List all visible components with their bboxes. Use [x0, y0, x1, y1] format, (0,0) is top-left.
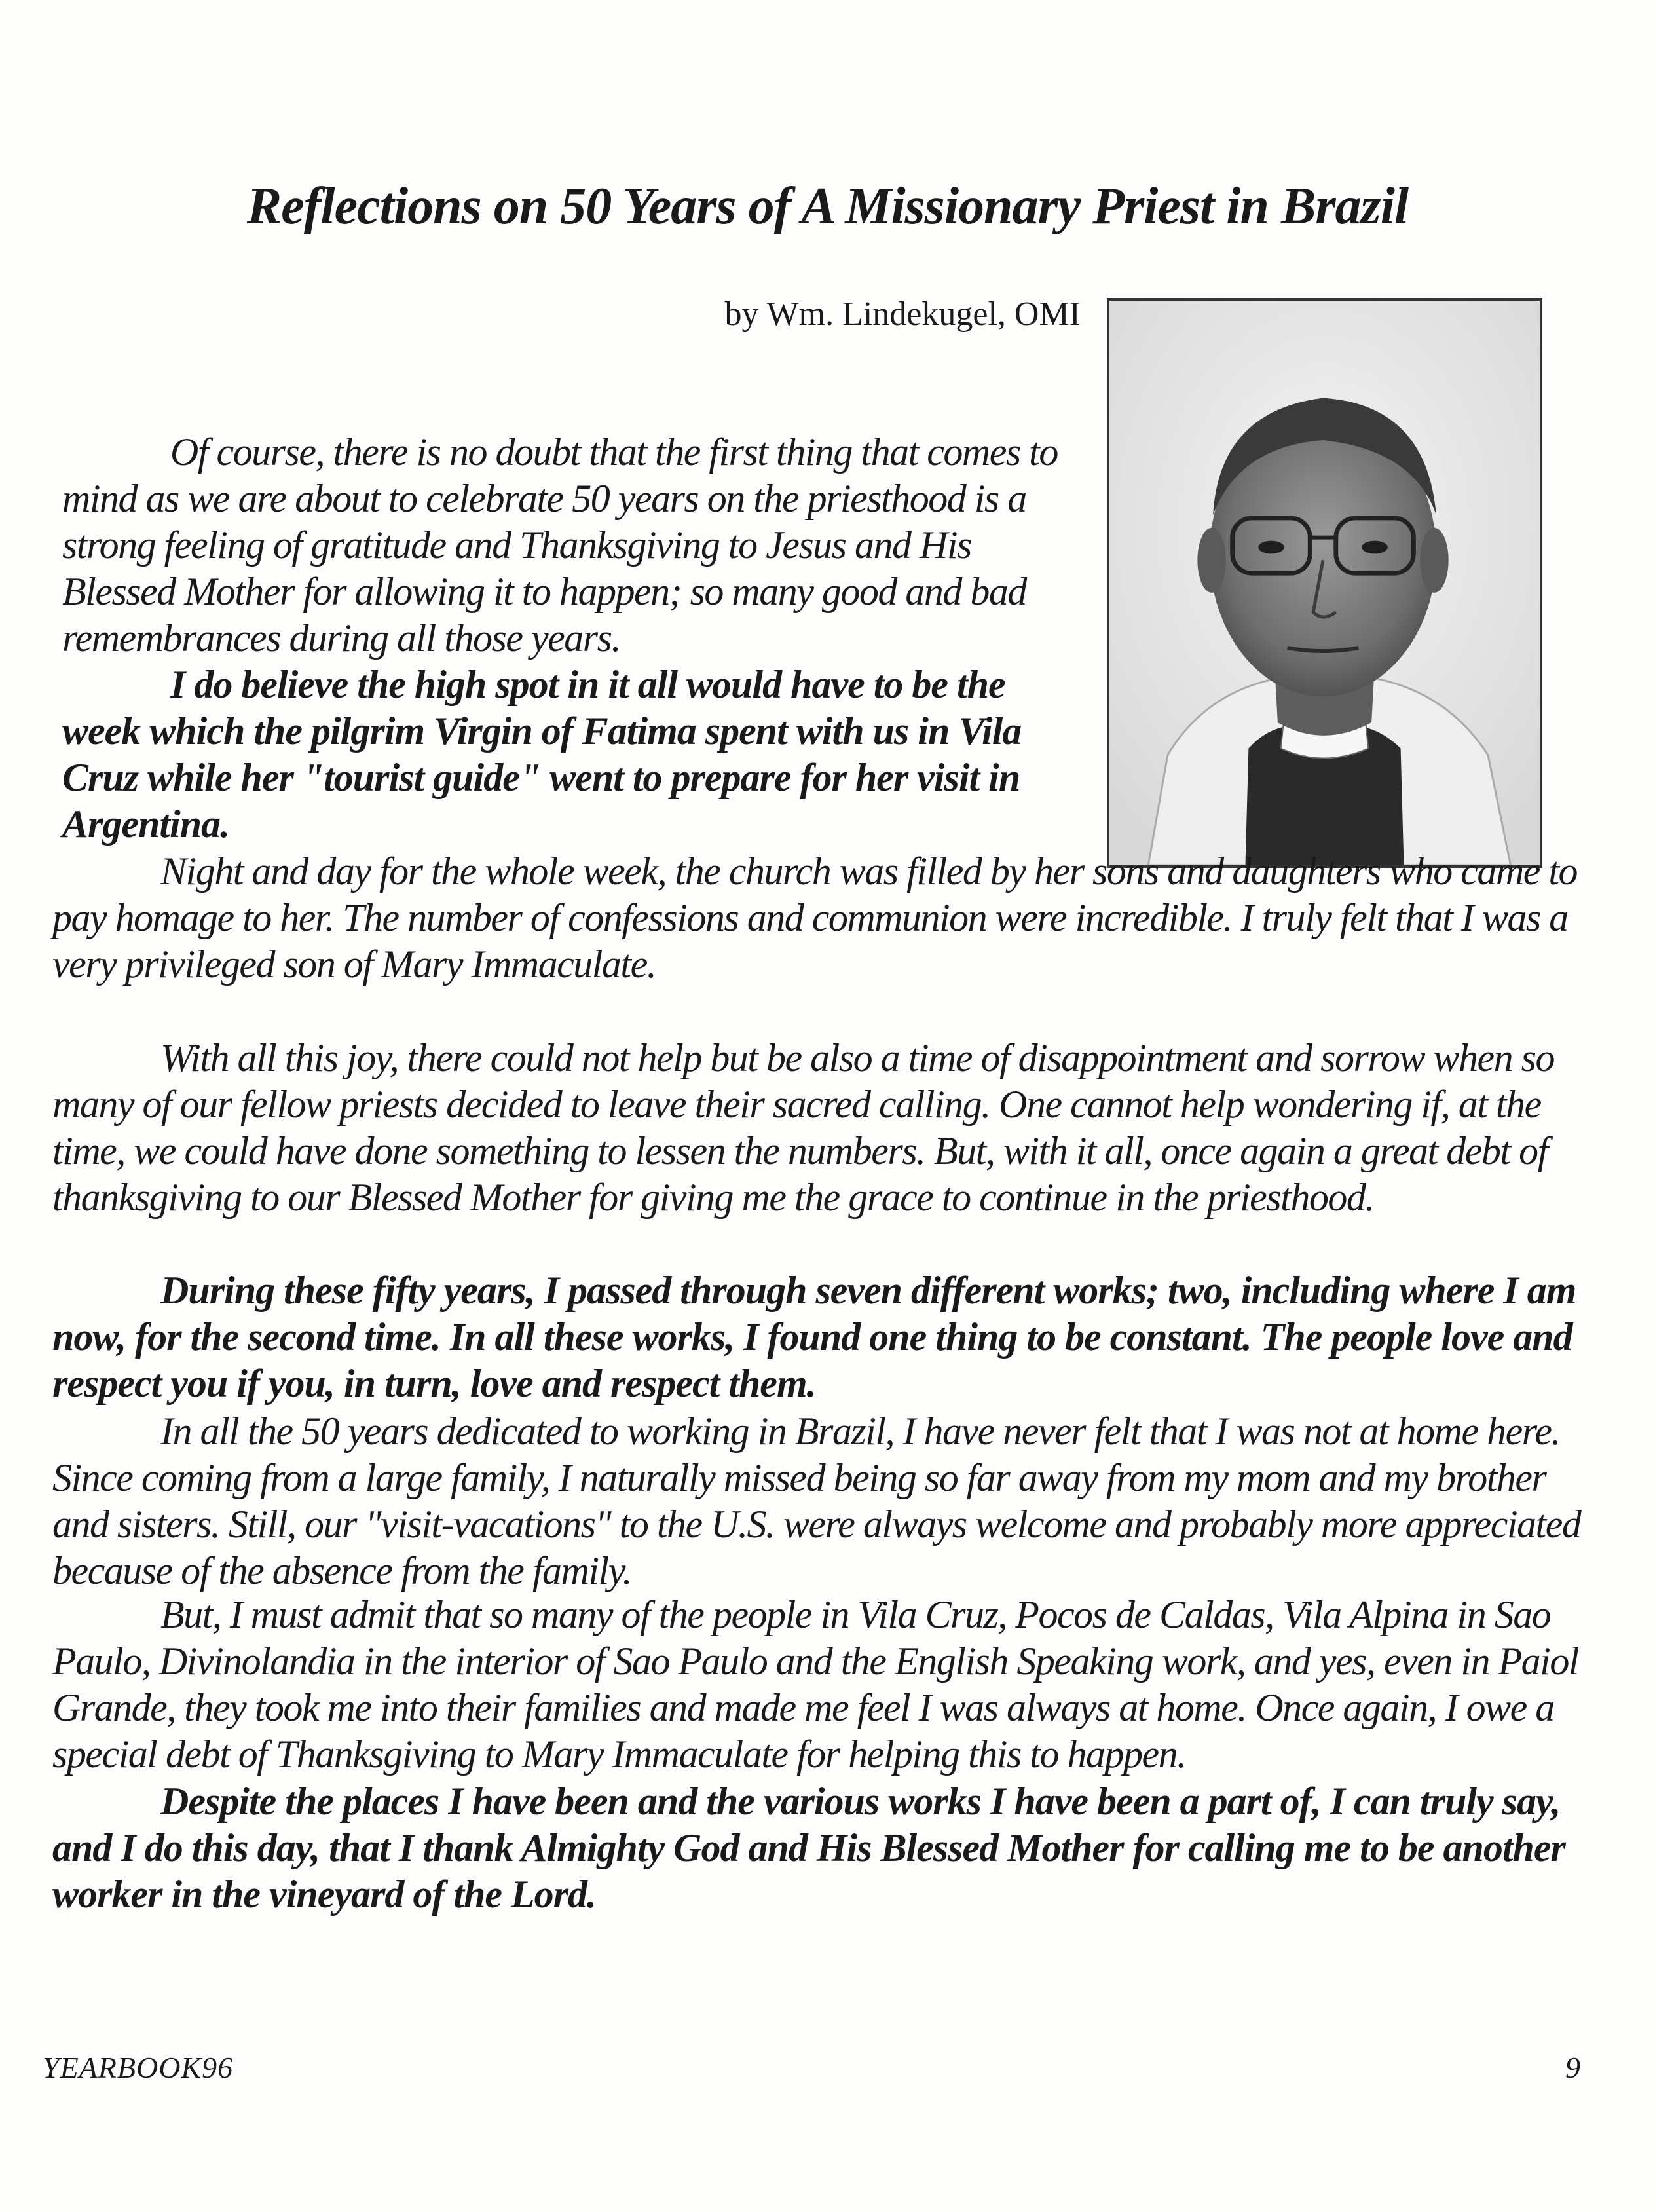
article-paragraph-bold: I do believe the high spot in it all would have to be the week which the pilgrim Virgin of Fatima spent with us in Vila Cruz while her "tourist guide" went to prepare for her visit in Argentina.: [62, 663, 1022, 846]
page-number: 9: [1565, 2051, 1580, 2084]
article-paragraph: In all the 50 years dedicated to working in Brazil, I have never felt that I was not at home here. Since coming from a large family, I naturally missed being so far away from my mom and my brother and sisters. Still, our "visit-vacations" to the U.S. were always welcome and probably more appreciated because of the absence from the family.: [52, 1410, 1581, 1592]
publication-footer: YEARBOOK96: [43, 2051, 234, 2084]
author-byline: by Wm. Lindekugel, OMI: [724, 295, 1081, 333]
article-paragraph-bold: Despite the places I have been and the various works I have been a part of, I can truly say, and I do this day, that I thank Almighty God and His Blessed Mother for calling me to be another worker in the vineyard of the Lord.: [52, 1780, 1565, 1916]
article-title: Reflections on 50 Years of A Missionary Priest in Brazil: [246, 178, 1409, 235]
author-portrait-photo: [1107, 298, 1542, 868]
portrait-illustration: [1109, 301, 1540, 865]
article-paragraph-bold: During these fifty years, I passed through seven different works; two, including where I am now, for the second time. In all these works, I found one thing to be constant. The people love and respect you if you, in turn, love and respect them.: [52, 1269, 1576, 1405]
article-paragraph: With all this joy, there could not help but be also a time of disappointment and sorrow when so many of our fellow priests decided to leave their sacred calling. One cannot help wondering if, at the time, we could have done something to lessen the numbers. But, with it all, once again a great debt of thanksgiving to our Blessed Mother for giving me the grace to continue in the priesthood.: [52, 1036, 1554, 1219]
article-paragraph: Of course, there is no doubt that the first thing that comes to mind as we are about to celebrate 50 years on the priesthood is a strong feeling of gratitude and Thanksgiving to Jesus and His Blessed Mother for allowing it to happen; so many good and bad remembrances during all those years.: [62, 430, 1058, 660]
article-paragraph: But, I must admit that so many of the people in Vila Cruz, Pocos de Caldas, Vila Alpina in Sao Paulo, Divinolandia in the interior of Sao Paulo and the English Speaking work, and yes, even in Paiol Grande, they took me into their families and made me feel I was always at home. Once again, I owe a special debt of Thanksgiving to Mary Immaculate for helping this to happen.: [52, 1593, 1578, 1776]
article-paragraph: Night and day for the whole week, the church was filled by her sons and daughters who came to pay homage to her. The number of confessions and communion were incredible. I truly felt that I was a very privileged son of Mary Immaculate.: [52, 850, 1577, 986]
